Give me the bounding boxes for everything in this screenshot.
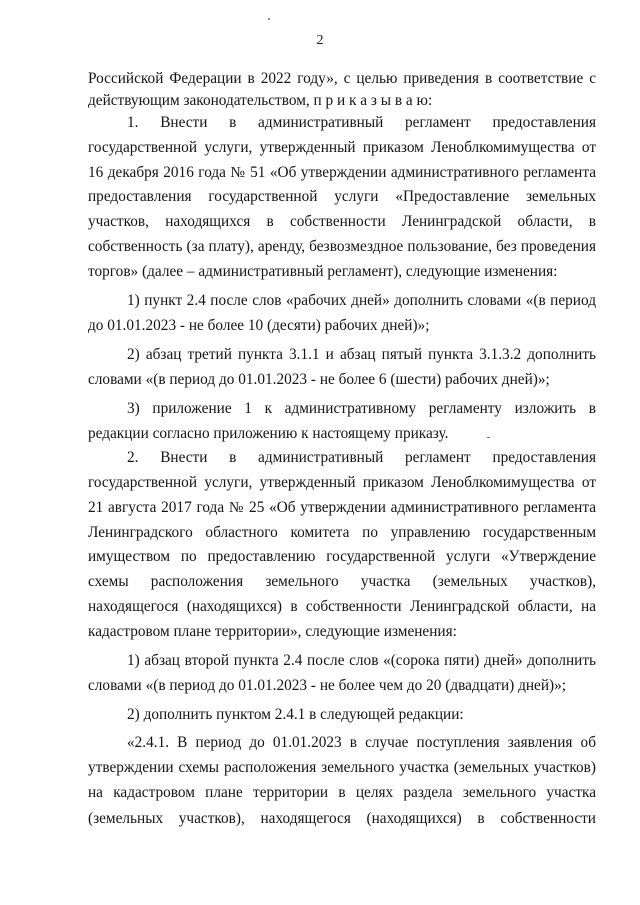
body-line-17: государственной услуги, утвержденный приказом Леноблкомимущества от bbox=[88, 474, 596, 491]
body-line-5: 16 декабря 2016 года № 51 «Об утверждении административного регламента bbox=[88, 164, 596, 181]
body-line-14: 3) приложение 1 к административному регламенту изложить в bbox=[127, 400, 596, 417]
body-line-11: до 01.01.2023 - не более 10 (десяти) рабочих дней)»; bbox=[88, 317, 430, 334]
body-line-1: Российской Федерации в 2022 году», с целью приведения в соответствие с bbox=[88, 70, 596, 87]
body-line-4: государственной услуги, утвержденный приказом Леноблкомимущества от bbox=[88, 139, 596, 156]
body-line-19: Ленинградского областного комитета по управлению государственным bbox=[88, 524, 596, 541]
body-line-29: на кадастровом плане территории в целях раздела земельного участка bbox=[88, 784, 596, 801]
body-line-22: находящегося (находящихся) в собственности Ленинградской области, на bbox=[88, 598, 596, 615]
body-line-24: 1) абзац второй пункта 2.4 после слов «(сорока пяти) дней» дополнить bbox=[127, 652, 596, 669]
body-line-18: 21 августа 2017 года № 25 «Об утверждении административного регламента bbox=[88, 499, 596, 516]
body-line-7: участков, находящихся в собственности Ленинградской области, в bbox=[88, 213, 596, 230]
body-line-8: собственность (за плату), аренду, безвозмездное пользование, без проведения bbox=[88, 238, 596, 255]
body-line-20: имуществом по предоставлению государственной услуги «Утверждение bbox=[88, 548, 596, 565]
body-line-15: редакции согласно приложению к настоящему приказу. bbox=[88, 425, 449, 442]
body-line-28: утверждении схемы расположения земельного участка (земельных участков) bbox=[88, 759, 596, 776]
body-line-23: кадастровом плане территории», следующие изменения: bbox=[88, 623, 457, 640]
scan-speck bbox=[268, 18, 270, 20]
body-line-26: 2) дополнить пунктом 2.4.1 в следующей редакции: bbox=[127, 706, 464, 723]
body-line-30: (земельных участков), находящегося (находящихся) в собственности bbox=[88, 810, 596, 827]
body-line-2: действующим законодательством, п р и к а з ы в а ю: bbox=[88, 92, 433, 109]
body-line-3: 1. Внести в административный регламент предоставления bbox=[127, 114, 596, 131]
body-line-10: 1) пункт 2.4 после слов «рабочих дней» дополнить словами «(в период bbox=[127, 292, 596, 309]
body-line-21: схемы расположения земельного участка (земельных участков), bbox=[88, 573, 596, 590]
body-line-9: торгов» (далее – административный регламент), следующие изменения: bbox=[88, 263, 558, 280]
body-line-13: словами «(в период до 01.01.2023 - не более 6 (шести) рабочих дней)»; bbox=[88, 371, 550, 388]
body-line-6: предоставления государственной услуги «Предоставление земельных bbox=[88, 188, 596, 205]
page-number: 2 bbox=[316, 33, 324, 48]
body-line-12: 2) абзац третий пункта 3.1.1 и абзац пятый пункта 3.1.3.2 дополнить bbox=[127, 346, 596, 363]
body-line-27: «2.4.1. В период до 01.01.2023 в случае поступления заявления об bbox=[127, 734, 596, 751]
body-line-25: словами «(в период до 01.01.2023 - не более чем до 20 (двадцати) дней)»; bbox=[88, 677, 567, 694]
body-line-16: 2. Внести в административный регламент предоставления bbox=[127, 449, 596, 466]
